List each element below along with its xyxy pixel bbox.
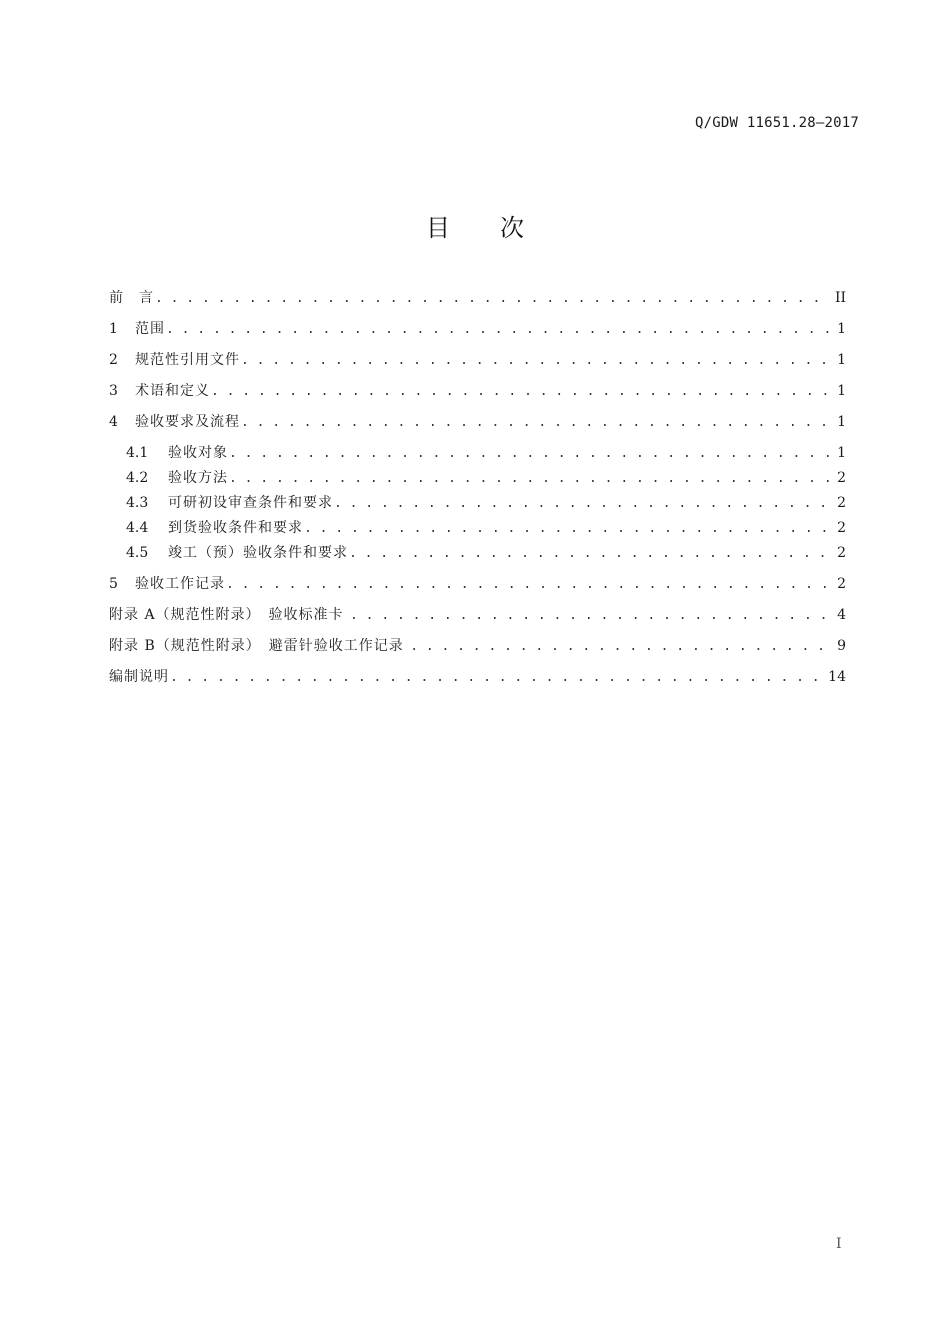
toc-entry-label: 验收对象	[168, 445, 228, 461]
toc-entry-4-2[interactable]	[126, 467, 846, 489]
toc-entry-label: 编制说明	[109, 669, 169, 685]
toc-entry-4-4[interactable]	[126, 517, 846, 539]
toc-entry-number: 4.4	[126, 520, 149, 536]
toc-entry-label: 验收工作记录	[135, 576, 225, 592]
dot-leader	[241, 350, 833, 372]
toc-entry-page: 2	[837, 470, 846, 486]
toc-entry-page: 2	[837, 545, 846, 561]
toc-entry-label: 竣工（预）验收条件和要求	[168, 545, 348, 561]
toc-entry-page: 1	[837, 414, 846, 430]
toc-entry-acceptance-requirements[interactable]	[109, 411, 846, 433]
toc-entry-foreword[interactable]	[109, 287, 846, 309]
toc-entry-normative-references[interactable]	[109, 349, 846, 371]
toc-entry-terms-definitions[interactable]	[109, 380, 846, 402]
dot-leader	[155, 288, 831, 310]
toc-title-char-1: 目	[426, 214, 450, 242]
toc-entry-page: 1	[837, 352, 846, 368]
toc-entry-compilation-notes[interactable]	[109, 666, 846, 688]
dot-leader	[350, 605, 833, 627]
dot-leader	[304, 518, 833, 540]
toc-title	[0, 208, 950, 243]
toc-entry-label: 验收要求及流程	[135, 414, 240, 430]
toc-entry-page: 2	[837, 495, 846, 511]
dot-leader	[229, 443, 833, 465]
toc-entry-label: 范围	[135, 321, 165, 337]
footer-page-number: I	[836, 1236, 842, 1252]
toc-entry-label: 可研初设审查条件和要求	[168, 495, 333, 511]
toc-entry-label: 附录 B（规范性附录） 避雷针验收工作记录	[109, 638, 410, 654]
dot-leader	[229, 468, 833, 490]
dot-leader	[226, 574, 833, 596]
toc-entry-page: 4	[837, 607, 846, 623]
toc-entry-page: II	[834, 290, 846, 306]
toc-entry-label: 到货验收条件和要求	[168, 520, 303, 536]
toc-entry-page: 2	[837, 576, 846, 592]
dot-leader	[211, 381, 833, 403]
toc-entry-scope[interactable]	[109, 318, 846, 340]
toc-entry-number: 1	[109, 321, 118, 337]
toc-entry-number: 4.3	[126, 495, 149, 511]
toc-entry-number: 4	[109, 414, 118, 430]
toc-entry-4-1[interactable]	[126, 442, 846, 464]
toc-entry-number: 5	[109, 576, 118, 592]
toc-entry-4-3[interactable]	[126, 492, 846, 514]
toc-entry-label: 术语和定义	[135, 383, 210, 399]
dot-leader	[170, 667, 824, 689]
toc-entry-appendix-a[interactable]	[109, 604, 846, 626]
dot-leader	[410, 636, 833, 658]
toc-entry-page: 14	[828, 669, 846, 685]
toc-entry-number: 2	[109, 352, 118, 368]
dot-leader	[166, 319, 833, 341]
dot-leader	[334, 493, 833, 515]
toc-entry-4-5[interactable]	[126, 542, 846, 564]
toc-title-char-2: 次	[500, 214, 524, 242]
dot-leader	[349, 543, 833, 565]
toc-entry-page: 1	[837, 321, 846, 337]
toc-entry-number: 3	[109, 383, 118, 399]
toc-entry-page: 1	[837, 383, 846, 399]
document-code: Q/GDW 11651.28—2017	[695, 115, 859, 131]
toc-entry-label: 附录 A（规范性附录） 验收标准卡	[109, 607, 350, 623]
toc-entry-appendix-b[interactable]	[109, 635, 846, 657]
toc-entry-number: 4.5	[126, 545, 149, 561]
toc-entry-number: 4.2	[126, 470, 149, 486]
toc-entry-label: 前 言	[109, 290, 154, 306]
toc-entry-page: 1	[837, 445, 846, 461]
toc-entry-page: 2	[837, 520, 846, 536]
toc-entry-page: 9	[837, 638, 846, 654]
toc-entry-label: 规范性引用文件	[135, 352, 240, 368]
dot-leader	[241, 412, 833, 434]
toc-entry-number: 4.1	[126, 445, 149, 461]
toc-entry-label: 验收方法	[168, 470, 228, 486]
toc-entry-acceptance-records[interactable]	[109, 573, 846, 595]
